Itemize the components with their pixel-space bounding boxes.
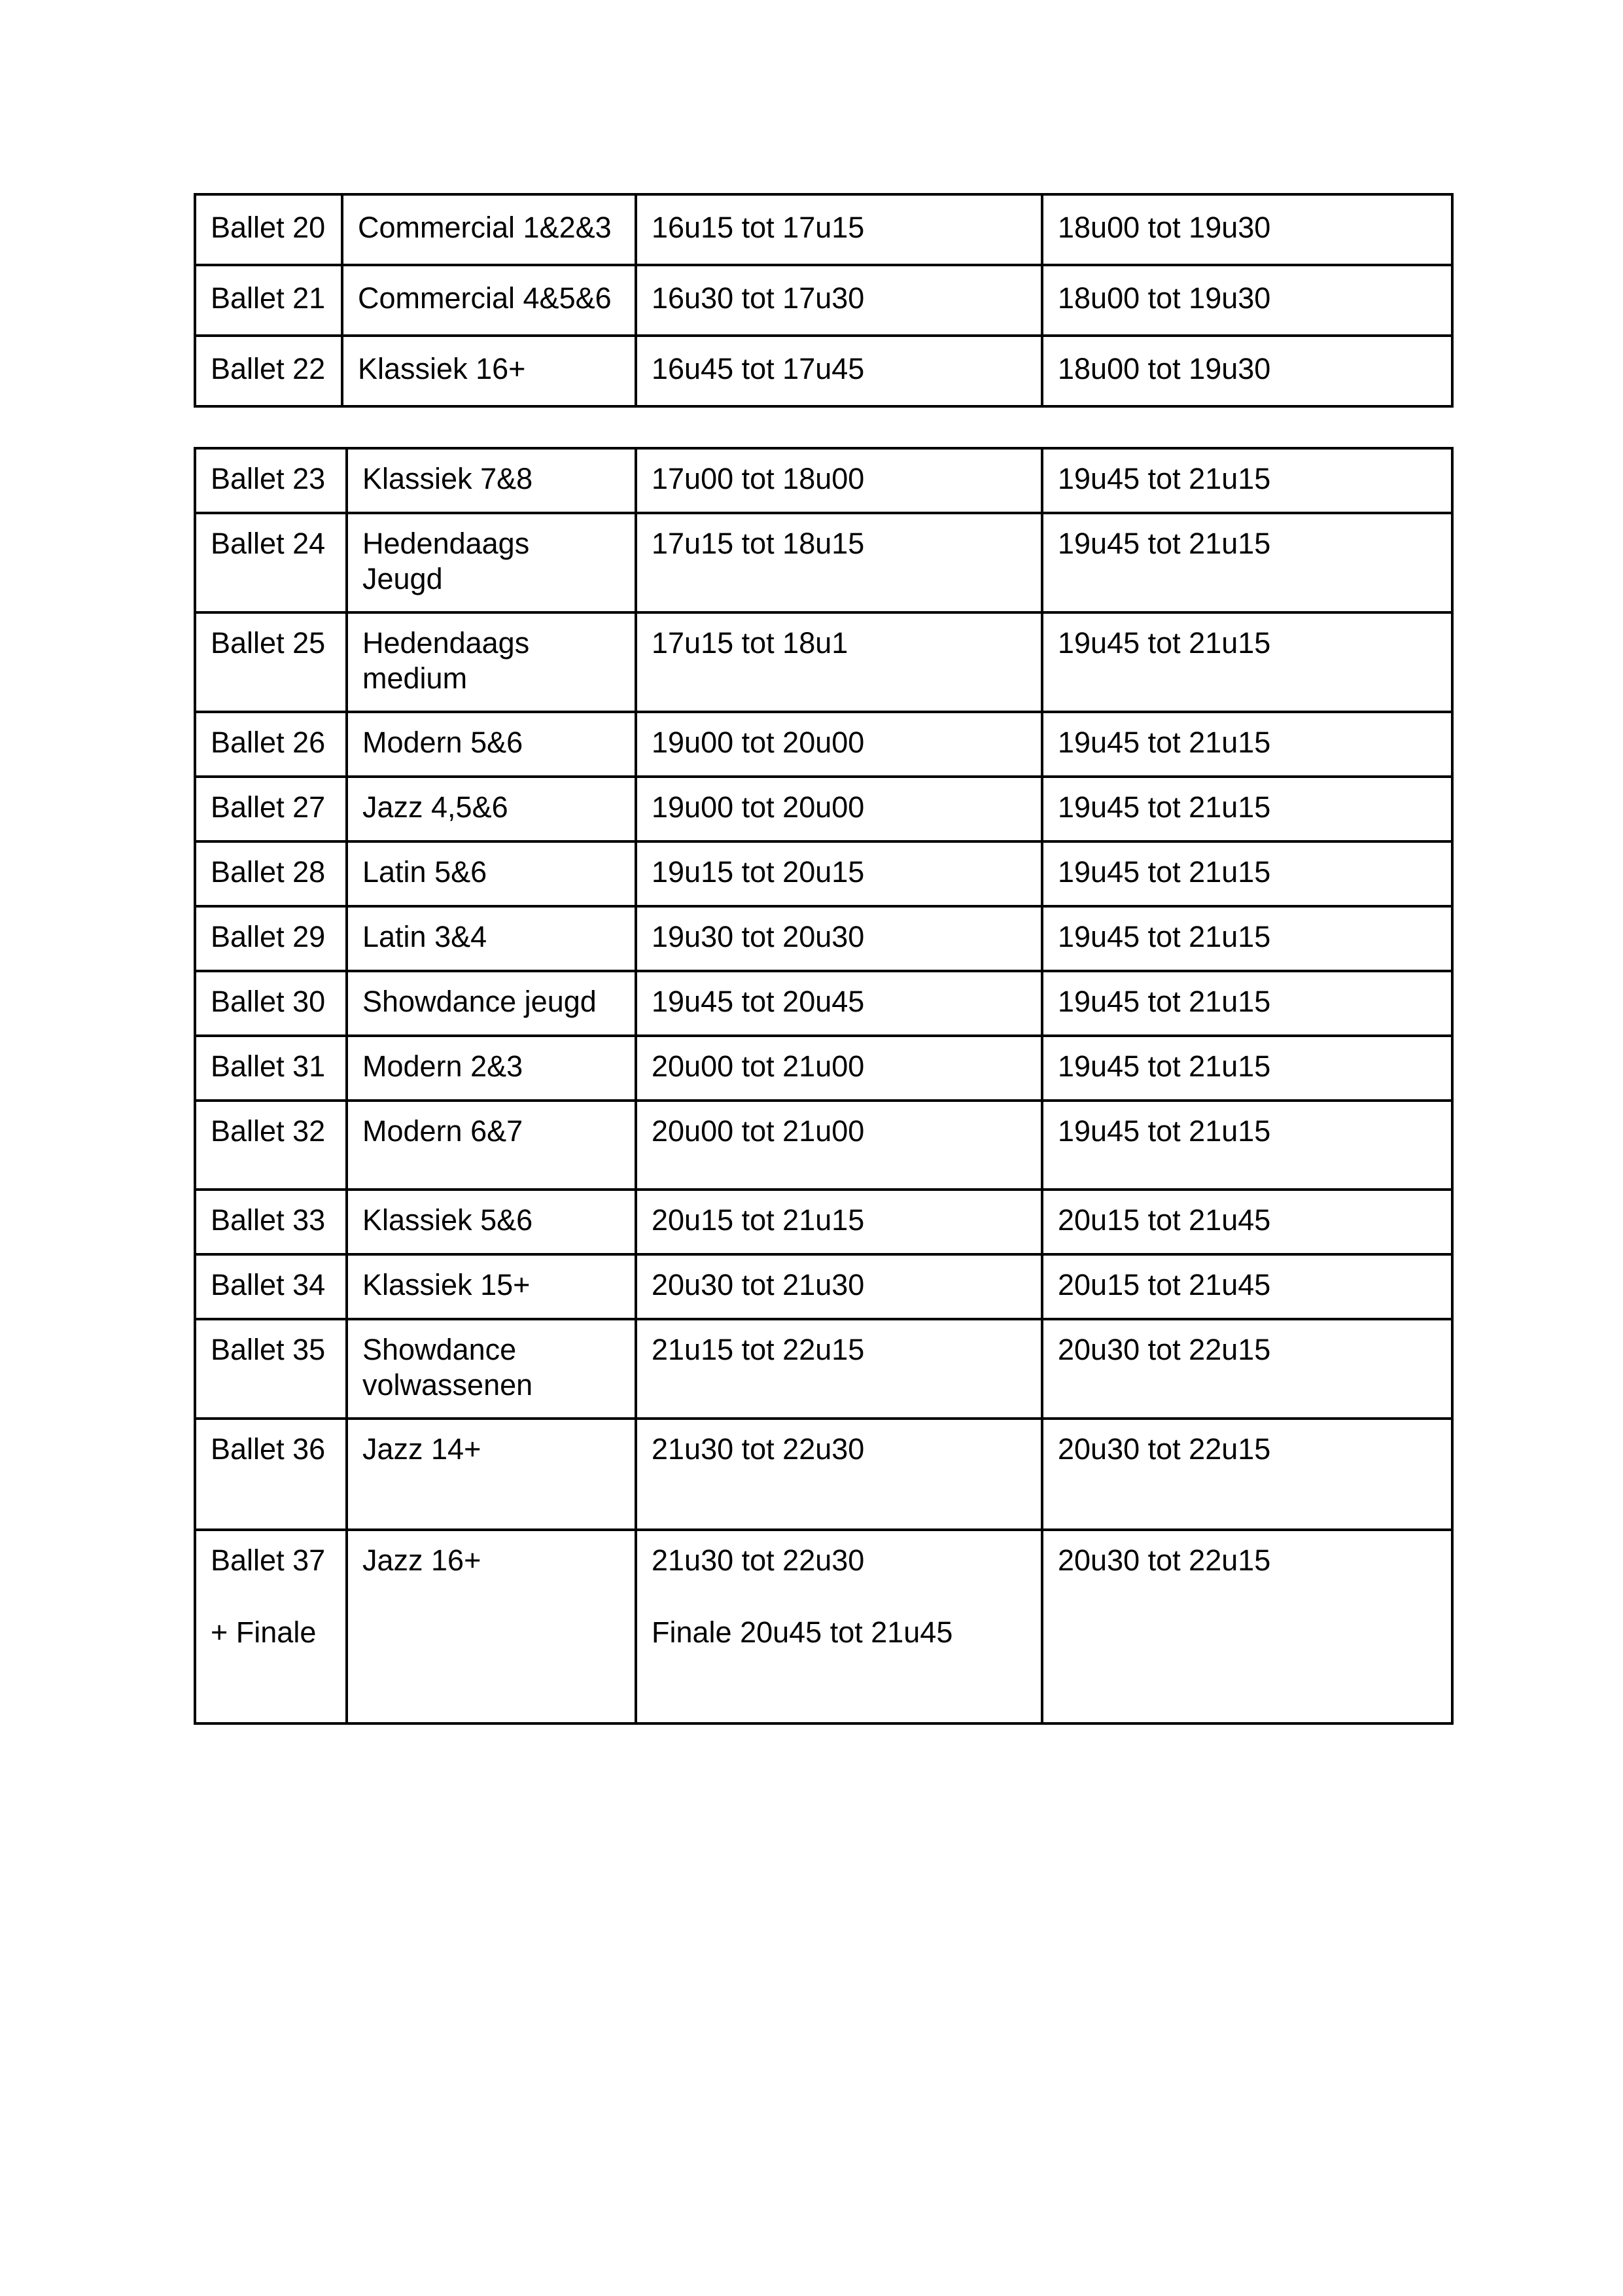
style-cell: Modern 6&7 xyxy=(347,1101,636,1190)
table-row xyxy=(195,448,1452,513)
style-cell: Jazz 16+ xyxy=(347,1530,636,1723)
table-row xyxy=(195,1190,1452,1254)
time-cell: 17u15 tot 18u1 xyxy=(636,612,1042,712)
time-label: 21u30 tot 22u30 xyxy=(652,1544,865,1577)
table-row xyxy=(195,1101,1452,1190)
table-row xyxy=(195,841,1452,906)
schedule-table-2 xyxy=(194,447,1454,1725)
style-cell: Klassiek 16+ xyxy=(342,336,636,406)
time-cell: 17u00 tot 18u00 xyxy=(636,448,1042,513)
time-cell: 20u30 tot 22u15 xyxy=(1042,1530,1452,1723)
time-cell: 19u45 tot 21u15 xyxy=(1042,1101,1452,1190)
ballet-cell: Ballet 22 xyxy=(195,336,342,406)
time-cell: 16u45 tot 17u45 xyxy=(636,336,1042,406)
ballet-label: Ballet 37 xyxy=(211,1544,326,1577)
style-cell: Klassiek 5&6 xyxy=(347,1190,636,1254)
finale-time-label: Finale 20u45 tot 21u45 xyxy=(652,1616,953,1649)
style-cell: Jazz 14+ xyxy=(347,1419,636,1530)
ballet-cell: Ballet 31 xyxy=(195,1036,347,1101)
finale-label: + Finale xyxy=(211,1616,317,1649)
ballet-cell: Ballet 27 xyxy=(195,777,347,841)
table-row xyxy=(195,194,1452,265)
style-cell: Hedendaags Jeugd xyxy=(347,513,636,612)
table-row xyxy=(195,1530,1452,1723)
time-cell: 16u30 tot 17u30 xyxy=(636,265,1042,336)
ballet-cell: Ballet 28 xyxy=(195,841,347,906)
time-cell: 19u00 tot 20u00 xyxy=(636,777,1042,841)
table-row xyxy=(195,1254,1452,1319)
table-row xyxy=(195,777,1452,841)
table-row xyxy=(195,513,1452,612)
ballet-cell: Ballet 23 xyxy=(195,448,347,513)
style-cell: Showdance volwassenen xyxy=(347,1319,636,1419)
time-cell: 19u45 tot 21u15 xyxy=(1042,1036,1452,1101)
time-cell: 19u45 tot 21u15 xyxy=(1042,906,1452,971)
table-row xyxy=(195,265,1452,336)
table-row xyxy=(195,1036,1452,1101)
ballet-cell: Ballet 29 xyxy=(195,906,347,971)
time-cell: 20u00 tot 21u00 xyxy=(636,1101,1042,1190)
ballet-cell: Ballet 25 xyxy=(195,612,347,712)
time-cell: 16u15 tot 17u15 xyxy=(636,194,1042,265)
time-cell: 20u00 tot 21u00 xyxy=(636,1036,1042,1101)
table-row xyxy=(195,906,1452,971)
time-cell: 18u00 tot 19u30 xyxy=(1042,336,1452,406)
style-cell: Showdance jeugd xyxy=(347,971,636,1036)
time-cell: 19u45 tot 21u15 xyxy=(1042,971,1452,1036)
schedule-table-1 xyxy=(194,193,1454,408)
style-cell: Klassiek 7&8 xyxy=(347,448,636,513)
time-cell: 21u15 tot 22u15 xyxy=(636,1319,1042,1419)
style-cell: Latin 5&6 xyxy=(347,841,636,906)
time-cell: 19u15 tot 20u15 xyxy=(636,841,1042,906)
style-cell: Commercial 1&2&3 xyxy=(342,194,636,265)
table-row xyxy=(195,336,1452,406)
time-cell: 18u00 tot 19u30 xyxy=(1042,194,1452,265)
time-cell: 19u00 tot 20u00 xyxy=(636,712,1042,777)
style-cell: Jazz 4,5&6 xyxy=(347,777,636,841)
time-cell: 19u45 tot 21u15 xyxy=(1042,513,1452,612)
time-cell: 17u15 tot 18u15 xyxy=(636,513,1042,612)
time-cell: 19u30 tot 20u30 xyxy=(636,906,1042,971)
time-cell: 20u15 tot 21u15 xyxy=(636,1190,1042,1254)
time-cell: 20u30 tot 21u30 xyxy=(636,1254,1042,1319)
style-cell: Modern 2&3 xyxy=(347,1036,636,1101)
time-cell: 20u30 tot 22u15 xyxy=(1042,1319,1452,1419)
time-cell: 18u00 tot 19u30 xyxy=(1042,265,1452,336)
time-cell: 19u45 tot 21u15 xyxy=(1042,612,1452,712)
ballet-cell: Ballet 30 xyxy=(195,971,347,1036)
ballet-cell: Ballet 33 xyxy=(195,1190,347,1254)
ballet-cell: Ballet 34 xyxy=(195,1254,347,1319)
table-row xyxy=(195,712,1452,777)
time-cell: 19u45 tot 21u15 xyxy=(1042,448,1452,513)
ballet-cell: Ballet 24 xyxy=(195,513,347,612)
ballet-cell: Ballet 21 xyxy=(195,265,342,336)
table-row xyxy=(195,612,1452,712)
style-cell: Modern 5&6 xyxy=(347,712,636,777)
style-cell: Commercial 4&5&6 xyxy=(342,265,636,336)
time-cell: 20u15 tot 21u45 xyxy=(1042,1254,1452,1319)
ballet-cell: Ballet 32 xyxy=(195,1101,347,1190)
table-row xyxy=(195,971,1452,1036)
style-cell: Hedendaags medium xyxy=(347,612,636,712)
time-cell: 20u15 tot 21u45 xyxy=(1042,1190,1452,1254)
time-cell: 19u45 tot 21u15 xyxy=(1042,712,1452,777)
table-row xyxy=(195,1319,1452,1419)
ballet-cell: Ballet 26 xyxy=(195,712,347,777)
table-row xyxy=(195,1419,1452,1530)
time-cell: 19u45 tot 21u15 xyxy=(1042,841,1452,906)
style-cell: Klassiek 15+ xyxy=(347,1254,636,1319)
time-cell xyxy=(636,1530,1042,1723)
ballet-cell: Ballet 36 xyxy=(195,1419,347,1530)
ballet-cell: Ballet 35 xyxy=(195,1319,347,1419)
ballet-cell xyxy=(195,1530,347,1723)
ballet-cell: Ballet 20 xyxy=(195,194,342,265)
time-cell: 19u45 tot 20u45 xyxy=(636,971,1042,1036)
style-cell: Latin 3&4 xyxy=(347,906,636,971)
time-cell: 20u30 tot 22u15 xyxy=(1042,1419,1452,1530)
time-cell: 21u30 tot 22u30 xyxy=(636,1419,1042,1530)
time-cell: 19u45 tot 21u15 xyxy=(1042,777,1452,841)
